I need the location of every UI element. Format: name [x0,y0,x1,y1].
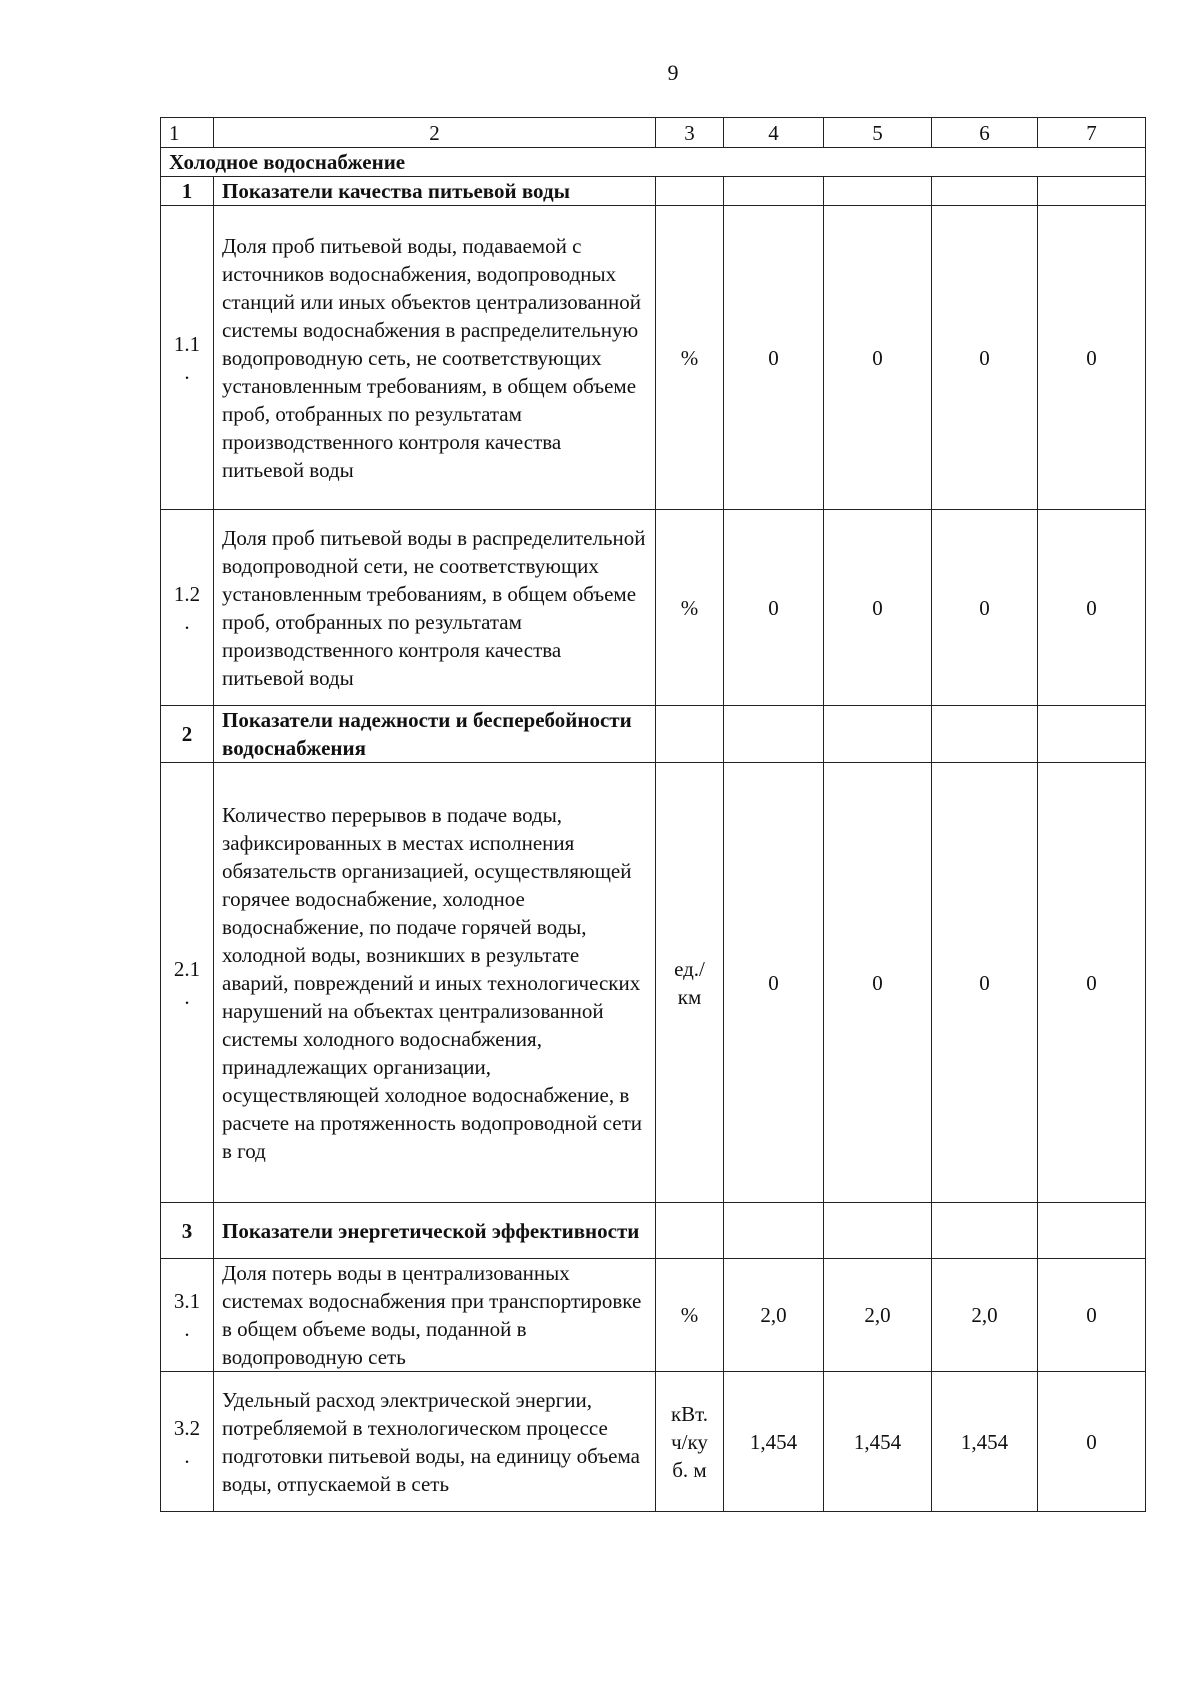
header-cell: 5 [824,118,932,148]
unit-cell [656,1203,724,1259]
value-col7-cell: 0 [1038,763,1146,1203]
indicator-row [161,1372,1146,1512]
value-col4-cell: 0 [724,510,824,706]
value-col4-cell [724,177,824,206]
unit-cell [656,177,724,206]
row-number-cell: 1.1 . [161,206,214,510]
unit-cell: % [656,1259,724,1372]
row-number-cell: 1 [161,177,214,206]
row-number-cell: 2 [161,706,214,763]
header-row [161,118,1146,148]
value-col7-cell [1038,1203,1146,1259]
value-col7-cell: 0 [1038,1259,1146,1372]
value-col4-cell [724,706,824,763]
section-row [161,148,1146,177]
value-col5-cell: 1,454 [824,1372,932,1512]
group-row [161,177,1146,206]
header-cell: 6 [932,118,1038,148]
unit-cell: ед./ км [656,763,724,1203]
group-row [161,1203,1146,1259]
unit-cell [656,706,724,763]
indicator-row [161,1259,1146,1372]
row-number-cell: 3.2 . [161,1372,214,1512]
value-col5-cell: 2,0 [824,1259,932,1372]
header-cell: 4 [724,118,824,148]
value-col4-cell: 2,0 [724,1259,824,1372]
value-col7-cell: 0 [1038,510,1146,706]
value-col7-cell [1038,706,1146,763]
section-title: Холодное водоснабжение [161,148,1146,177]
value-col7-cell: 0 [1038,206,1146,510]
group-title-cell: Показатели качества питьевой воды [214,177,656,206]
value-col7-cell: 0 [1038,1372,1146,1512]
indicator-row [161,510,1146,706]
header-cell: 7 [1038,118,1146,148]
value-col5-cell: 0 [824,206,932,510]
indicator-row [161,206,1146,510]
row-number-cell: 2.1 . [161,763,214,1203]
value-col4-cell: 1,454 [724,1372,824,1512]
value-col5-cell: 0 [824,763,932,1203]
value-col6-cell [932,1203,1038,1259]
indicator-row [161,763,1146,1203]
value-col5-cell [824,706,932,763]
value-col4-cell: 0 [724,206,824,510]
indicator-description-cell: Количество перерывов в подаче воды, зафиксированных в местах исполнения обязательств организацией, осуществляющей горячее водоснабжение, холодное водоснабжение, по подаче горячей воды, холодной воды, возникших в результате аварий, повреждений и иных технологических нарушений на объектах централизованной системы холодного водоснабжения, принадлежащих организации, осуществляющей холодное водоснабжение, в расчете на протяженность водопроводной сети в год [214,763,656,1203]
value-col4-cell: 0 [724,763,824,1203]
value-col5-cell: 0 [824,510,932,706]
value-col5-cell [824,177,932,206]
value-col4-cell [724,1203,824,1259]
value-col6-cell: 0 [932,206,1038,510]
header-cell: 2 [214,118,656,148]
page-number: 9 [667,60,679,85]
group-title-cell: Показатели энергетической эффективности [214,1203,656,1259]
header-cell: 3 [656,118,724,148]
group-title-cell: Показатели надежности и бесперебойности водоснабжения [214,706,656,763]
indicator-description-cell: Доля потерь воды в централизованных системах водоснабжения при транспортировке в общем объеме воды, поданной в водопроводную сеть [214,1259,656,1372]
value-col6-cell: 0 [932,763,1038,1203]
value-col6-cell: 2,0 [932,1259,1038,1372]
value-col5-cell [824,1203,932,1259]
value-col6-cell [932,706,1038,763]
indicator-description-cell: Доля проб питьевой воды в распределительной водопроводной сети, не соответствующих установленным требованиям, в общем объеме проб, отобранных по результатам производственного контроля качества питьевой воды [214,510,656,706]
unit-cell: % [656,206,724,510]
unit-cell: % [656,510,724,706]
unit-cell: кВт. ч/ку б. м [656,1372,724,1512]
indicator-description-cell: Доля проб питьевой воды, подаваемой с источников водоснабжения, водопроводных станций или иных объектов централизованной системы водоснабжения в распределительную водопроводную сеть, не соответствующих установленным требованиям, в общем объеме проб, отобранных по результатам производственного контроля качества питьевой воды [214,206,656,510]
value-col7-cell [1038,177,1146,206]
indicator-description-cell: Удельный расход электрической энергии, потребляемой в технологическом процессе подготовки питьевой воды, на единицу объема воды, отпускаемой в сеть [214,1372,656,1512]
group-row [161,706,1146,763]
value-col6-cell [932,177,1038,206]
value-col6-cell: 1,454 [932,1372,1038,1512]
row-number-cell: 3.1 . [161,1259,214,1372]
indicators-table [160,117,1146,1512]
header-cell: 1 [161,118,214,148]
row-number-cell: 1.2 . [161,510,214,706]
row-number-cell: 3 [161,1203,214,1259]
value-col6-cell: 0 [932,510,1038,706]
